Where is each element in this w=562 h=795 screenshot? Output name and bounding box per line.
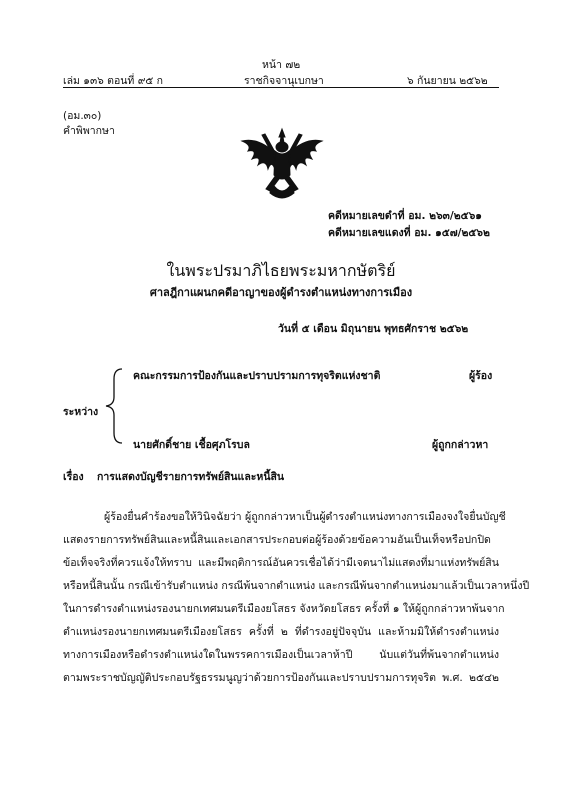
body-line-8: ตามพระราชบัญญัติประกอบรัฐธรรมนูญว่าด้วยการป้องกันและปราบปรามการทุจริต พ.ศ. ๒๕๔๒ <box>63 672 499 684</box>
body-line-1: ผู้ร้องยื่นคำร้องขอให้วินิจฉัยว่า ผู้ถูกกล่าวหาเป็นผู้ดำรงตำแหน่งทางการเมืองจงใจยื่นบัญชี <box>104 511 506 523</box>
between-label: ระหว่าง <box>63 406 99 418</box>
gazette-date: ๖ กันยายน ๒๕๖๒ <box>407 75 488 87</box>
garuda-emblem-icon <box>238 127 326 205</box>
plaintiff-role: ผู้ร้อง <box>469 370 493 382</box>
decision-date: วันที่ ๕ เดือน มิถุนายน พุทธศักราช ๒๕๖๒ <box>278 323 469 335</box>
body-line-6: ตำแหน่งรองนายกเทศมนตรีเมืองยโสธร ครั้งที่ ๒ ที่ดำรงอยู่ปัจจุบัน และห้ามมิให้ดำรงตำแหน่ง <box>63 626 499 638</box>
case-number-red: คดีหมายเลขแดงที่ อม. ๑๕๗/๒๕๖๒ <box>328 227 490 239</box>
subject-label: เรื่อง <box>63 471 84 483</box>
royal-title: ในพระปรมาภิไธยพระมหากษัตริย์ <box>166 261 396 280</box>
brace-icon <box>100 367 126 445</box>
body-line-7: ทางการเมืองหรือดำรงตำแหน่งใดในพรรคการเมืองเป็นเวลาห้าปี นับแต่วันที่พ้นจากตำแหน่ง <box>63 649 499 661</box>
plaintiff-name: คณะกรรมการป้องกันและปราบปรามการทุจริตแห่งชาติ <box>133 370 381 382</box>
page-number: หน้า ๗๒ <box>262 59 301 71</box>
body-line-3: ข้อเท็จจริงที่ควรแจ้งให้ทราบ และมีพฤติการณ์อันควรเชื่อได้ว่ามีเจตนาไม่แสดงที่มาแห่งทรัพย์สิน <box>63 557 499 569</box>
court-name: ศาลฎีกาแผนกคดีอาญาของผู้ดำรงตำแหน่งทางการเมือง <box>149 286 413 299</box>
body-line-2: แสดงรายการทรัพย์สินและหนี้สินและเอกสารประกอบต่อผู้ร้องด้วยข้อความอันเป็นเท็จหรือปกปิด <box>63 534 491 546</box>
header-rule <box>63 87 499 88</box>
gazette-name: ราชกิจจานุเบกษา <box>244 75 324 87</box>
defendant-name: นายศักดิ์ชาย เชื้อศุภโรบล <box>133 439 250 451</box>
defendant-role: ผู้ถูกกล่าวหา <box>432 439 489 451</box>
case-number-black: คดีหมายเลขดำที่ อม. ๒๖๓/๒๕๖๑ <box>328 210 482 222</box>
body-line-5: ในการดำรงตำแหน่งรองนายกเทศมนตรีเมืองยโสธร จังหวัดยโสธร ครั้งที่ ๑ ให้ผู้ถูกกล่าวหาพ้นจาก <box>63 603 505 615</box>
subject-text: การแสดงบัญชีรายการทรัพย์สินและหนี้สิน <box>97 471 285 483</box>
form-code: (อม.๓๐) <box>63 110 102 122</box>
volume-issue: เล่ม ๑๓๖ ตอนที่ ๙๕ ก <box>63 75 164 87</box>
body-line-4: หรือหนี้สินนั้น กรณีเข้ารับตำแหน่ง กรณีพ้นจากตำแหน่ง และกรณีพ้นจากตำแหน่งมาแล้วเป็นเวลาหนึ่งปี <box>63 580 530 592</box>
document-type: คำพิพากษา <box>63 125 115 137</box>
